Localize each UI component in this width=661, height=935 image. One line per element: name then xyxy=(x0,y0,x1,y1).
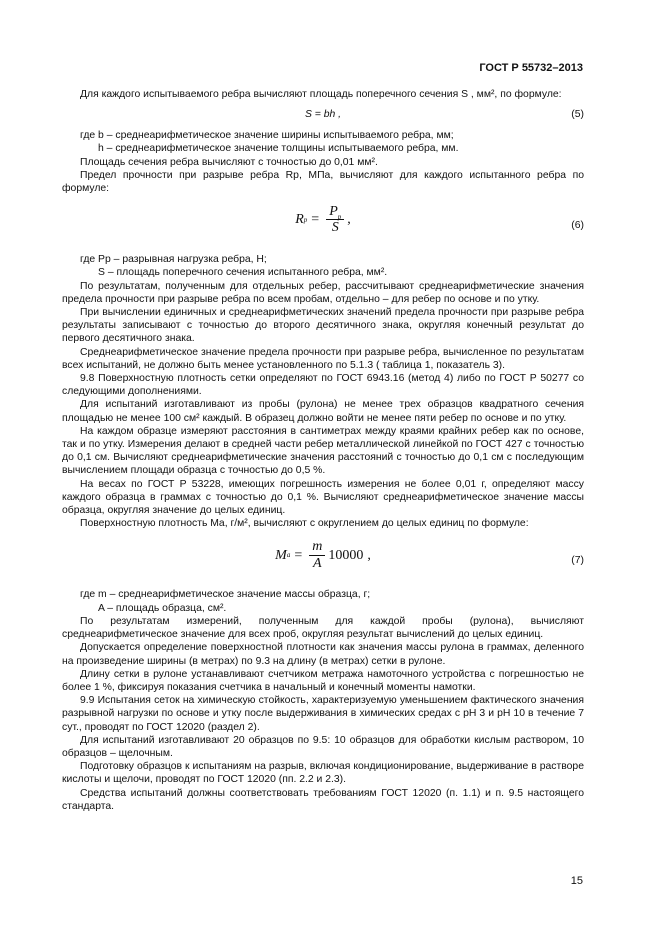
equation-6-tail: , xyxy=(347,212,351,228)
equation-7: M a = $\frac{m}{A}$ 10000 , (7) xyxy=(275,539,584,571)
definition-h: h – среднеарифметическое значение толщины испытываемого ребра, мм. xyxy=(98,143,459,155)
standard-header: ГОСТ Р 55732–2013 xyxy=(479,62,583,74)
paragraph: Средства испытаний должны соответствовать требованиям ГОСТ 12020 (п. 1.1) и п. 9.5 настоящего стандарта. xyxy=(62,787,584,812)
paragraph: Для испытаний изготавливают из пробы (рулона) не менее трех образцов квадратного сечения площадью не менее 100 см² каждый. В образец должно войти не менее пяти ребер по основе и по утку. xyxy=(62,399,584,424)
equation-6-denominator: S xyxy=(331,220,339,236)
paragraph: 9.9 Испытания сеток на химическую стойкость, характеризуемую уменьшением фактического значения разрывной нагрузки по основе и утку после выдерживания в химических средах с pH 3 и pH 10 в течение 7 сут., проводят по ГОСТ 12020 (раздел 2). xyxy=(62,695,584,733)
equation-7-tail: , xyxy=(367,547,371,563)
equation-7-lhs: M xyxy=(275,547,287,563)
definition-b: где b – среднеарифметическое значение ширины испытываемого ребра, мм; xyxy=(80,130,454,142)
equation-6-lhs: R xyxy=(295,212,304,228)
equation-7-equals: = xyxy=(294,547,303,563)
equation-6: R p = $\frac{P_p}{S}$ , (6) xyxy=(295,204,584,236)
equation-5-formula: S = bh , xyxy=(304,109,342,121)
equation-6-fraction xyxy=(326,205,344,234)
definition-m: где m – среднеарифметическое значение массы образца, г; xyxy=(80,589,371,601)
paragraph: На весах по ГОСТ Р 53228, имеющих погрешность измерения не более 0,01 г, определяют массу каждого образца в граммах с точностью до 0,1 %. Вычисляют среднеарифметическое значение массы образца, округляя значение до целых единиц. xyxy=(62,478,584,517)
paragraph: Длину сетки в рулоне устанавливают счетчиком метража намоточного устройства с погрешностью не более 1 %, фиксируя показания счетчика в начальный и конечный моменты намотки. xyxy=(62,668,584,693)
equation-7-factor: 10000 xyxy=(328,547,364,563)
paragraph: Предел прочности при разрыве ребра Rр, МПа, вычисляют для каждого испытанного ребра по формуле: xyxy=(62,169,584,195)
equation-5 xyxy=(62,101,584,129)
paragraph: Для испытаний изготавливают 20 образцов по 9.5: 10 образцов для обработки кислым раствором, 10 образцов – щелочным. xyxy=(62,734,584,759)
equation-7-number: (7) xyxy=(571,555,584,567)
paragraph: Допускается определение поверхностной плотности как значения массы рулона в граммах, деленного на произведение ширины (в метрах) по 9.3 на длину (в метрах) сетки в рулоне. xyxy=(62,642,584,667)
equation-6-equals: = xyxy=(311,212,320,228)
equation-7-numerator: m xyxy=(309,540,325,555)
definition-S: S – площадь поперечного сечения испытанного ребра, мм². xyxy=(98,267,388,279)
paragraph: По результатам, полученным для отдельных ребер, рассчитывают среднеарифметические значения предела прочности при разрыве ребра по всем пробам, отдельно – для ребер по основе и по утку. xyxy=(62,280,584,305)
paragraph: Среднеарифметическое значение предела прочности при разрыве ребра, вычисленное по результатам всех испытаний, не должно быть менее установленного по 5.1.3 ( таблица 1, показатель 3). xyxy=(62,346,584,371)
page-number: 15 xyxy=(570,875,583,887)
definition-P: где Pр – разрывная нагрузка ребра, Н; xyxy=(80,254,267,266)
equation-5-number: (5) xyxy=(571,109,584,121)
equation-7-denominator: A xyxy=(313,555,322,571)
paragraph: 9.8 Поверхностную плотность сетки определяют по ГОСТ 6943.16 (метод 4) либо по ГОСТ Р 50277 со следующими дополнениями. xyxy=(62,373,584,398)
paragraph: Площадь сечения ребра вычисляют с точностью до 0,01 мм². xyxy=(80,156,378,168)
document-body xyxy=(62,88,584,813)
paragraph: Для каждого испытываемого ребра вычисляют площадь поперечного сечения S , мм², по формуле: xyxy=(80,89,562,100)
paragraph: Подготовку образцов к испытаниям на разрыв, включая кондиционирование, выдерживание в растворе кислоты и щелочи, проводят по ГОСТ 12020 (пп. 2.2 и 2.3). xyxy=(62,761,584,786)
equation-7-fraction xyxy=(309,540,325,569)
paragraph: При вычислении единичных и среднеарифметических значений предела прочности при разрыве ребра результаты записывают с точностью до второго десятичного знака, округляя конечный результат до первого десятичного знака. xyxy=(62,307,584,345)
paragraph: По результатам измерений, полученным для каждой пробы (рулона), вычисляют среднеарифметическое значение для всех проб, округляя результат вычислений до целых единиц. xyxy=(62,615,584,641)
equation-6-number: (6) xyxy=(571,220,584,232)
equation-6-numerator-sub: p xyxy=(337,213,342,222)
equation-6-numerator: P xyxy=(329,204,338,220)
paragraph: На каждом образце измеряют расстояния в сантиметрах между краями крайних ребер как по основе, так и по утку. Измерения делают в средней части ребер металлической линейкой по ГОСТ 427 с точностью до 0,1 см. Вычисляют среднеарифметические значения расстояний с точностью до 0,1 см с последующим вычислением площади образца с точностью до 0,5 %. xyxy=(62,425,584,477)
paragraph: Поверхностную плотность Mа, г/м², вычисляют с округлением до целых единиц по формуле: xyxy=(80,518,529,530)
definition-A: A – площадь образца, см². xyxy=(98,602,227,614)
